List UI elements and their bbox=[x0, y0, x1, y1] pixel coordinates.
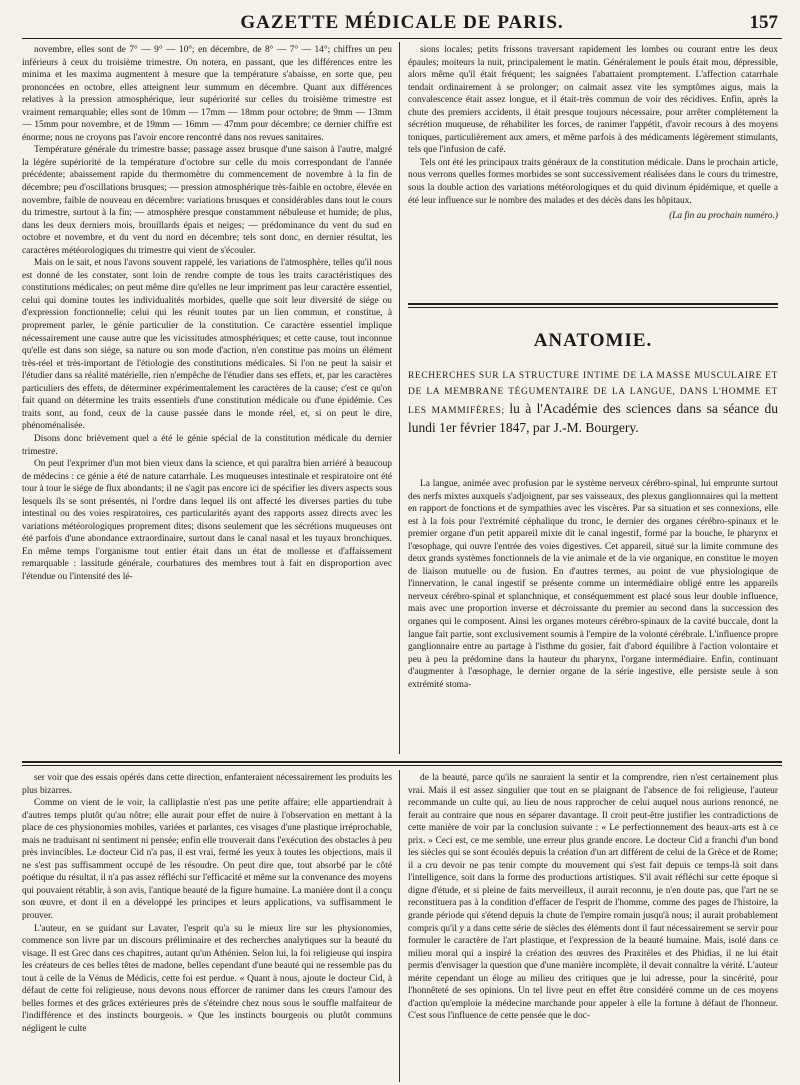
feuilleton-rule bbox=[22, 761, 782, 763]
column-divider bbox=[399, 770, 400, 1082]
paragraph: Disons donc brièvement quel a été le génie spécial de la constitution médicale du dernier trimestre. bbox=[22, 433, 392, 457]
feuilleton-rule bbox=[22, 765, 782, 766]
page-header bbox=[22, 12, 782, 40]
section-heading: ANATOMIE. bbox=[533, 330, 653, 351]
paragraph: Température générale du trimestre basse; passage assez brusque d'une saison à l'autre, malgré la légère supériorité de la température d'octobre sur celle du mois correspondant de l'année précédente; abaissement rapide du thermomètre du commencement de novembre à la fin de décembre; peu d'oscillations brusques; — pression atmosphérique très-faible en octobre, élevée en novembre, faible de nouveau en décembre: variations brusques et considérables dans tout le cours du trimestre, surtout à la fin; — atmosphère presque constamment nébuleuse et humide; de plus, dans les deux derniers mois, brouillards épais et neiges; — prédominance du vent du sud en octobre et novembre, et du vent du nord en décembre; tels sont donc, en dernier résultat, les caractères météorologiques du trimestre qui vient de s'écouler. bbox=[22, 145, 392, 256]
article-title-rest: lu à l'Académie des sciences dans sa séance du lundi 1er février 1847, par J.-M. Bourgery. bbox=[408, 401, 779, 435]
paragraph: Mais on le sait, et nous l'avons souvent rappelé, les variations de l'atmosphère, telles qu'il nous est donné de les constater, sont loin de rendre compte de tous les traits caractéristiques des constitutions médicales; on peut même dire qu'elles ne leur impriment pas leur caractère essentiel, celui qui domine toutes les individualités morbides, quelle que soit leur diversité de siége ou d'expression fonctionnelle; celui qui les réunit toutes par un lien commun, et constitue, à proprement parler, le génie particulier de la constitution. Ce caractère essentiel implique nécessairement une cause autre que les vicissitudes atmosphériques; et cette cause, tout inconnue qu'elle est dans son siége, sa nature ou son mode d'action, n'en constitue pas moins un élément très-réel et très-important de l'étiologie des constitutions médicales. Si l'on ne peut la saisir et l'étudier dans sa réalité matérielle, rien n'empêche de l'étudier dans ses effets, et, par les caractères particuliers des effets, de déterminer expérimentalement les caractères de la cause; c'est ce qu'on fait quand on détermine les traits essentiels d'une constitution médicale ou d'une épidémie. Ces traits sont, au fond, ceux de la cause passée dans le monde réel, et, si on peut le dire, phénoménalisée. bbox=[22, 258, 392, 432]
paragraph: On peut l'exprimer d'un mot bien vieux dans la science, et qui paraîtra bien arriéré à beaucoup de médecins : ce génie a été de nature catarrhale. Les muqueuses intestinale et respiratoire ont été tour à tour le siége de flux abondants; il ne s'agit pas encore ici de spécifier les divers aspects sous lesquels ils se sont présentés, ni l'ordre dans lequel ils ont affecté les diverses parties du tube intestinal ou des voies respiratoires, ces particularités ayant des rapports assez directs avec les variations météorologiques proprement dites; disons seulement que les sécrétions muqueuses ont été parfois d'une abondance extraordinaire, surtout dans le canal nasal et les tuyaux bronchiques. En même temps l'organisme tout entier était dans un état de mollesse et d'affaissement remarquable : lassitude générale, courbatures des membres tout à fait en disproportion avec l'étendue ou l'intensité des lé- bbox=[22, 459, 392, 582]
right-column-top bbox=[408, 44, 778, 290]
running-title: GAZETTE MÉDICALE DE PARIS. bbox=[240, 12, 564, 33]
continued-note: (La fin au prochain numéro.) bbox=[669, 211, 778, 222]
left-column bbox=[22, 44, 392, 752]
paragraph: Comme on vient de le voir, la calliplastie n'est pas une petite affaire; elle appartiendrait à d'autres temps plutôt qu'au nôtre; elle aurait pour effet de nuire à l'observation en mettant à la place de ces physionomies mobiles, variées et parlantes, ces visages d'une plastique irréprochable, mais ne traduisant ni sentiment ni pensée; enfin elle trouverait dans l'exécution des obstacles à peu près invincibles. Le docteur Cid n'a pas, il est vrai, fermé les yeux à toutes les objections, mais il ne s'est pas suffisamment occupé de les résoudre. On peut dire que, tout absorbé par le côté poétique du résultat, il n'a pas assez réfléchi sur l'efficacité et même sur la convenance des moyens qui pouvaient rétablir, à son avis, l'antique beauté de la figure humaine. La manière dont il a conçu son œuvre, et dont il en a développé les principes et leurs applications, va suffisamment le prouver. bbox=[22, 798, 392, 922]
bottom-left-column bbox=[22, 772, 392, 1080]
page-number: 157 bbox=[749, 12, 778, 33]
header-rule bbox=[22, 38, 782, 39]
right-column-middle bbox=[408, 478, 778, 754]
column-divider bbox=[399, 42, 400, 754]
bottom-right-column bbox=[408, 772, 778, 1080]
paragraph: La langue, animée avec profusion par le système nerveux cérébro-spinal, lui emprunte surtout des nerfs mixtes auxquels s'adjoignent, par ses vaisseaux, des plexus ganglionnaires qui la mettent en rapport de fonctions et de sympathies avec les viscères. Par sa situation et ses connexions, elle est à la fois pour l'extrémité céphalique du tronc, le dernier des organes cérébro-spinaux et le premier organe d'un petit appareil mixte dit le canal ingestif, formé par la bouche, le pharynx et l'œsophage, qui ouvre l'entrée des voies digestives. Cet appareil, situé sur la limite commune des deux grands systèmes fonctionnels de la vie animale et de la vie organique, en constitue le moyen de liaison mutuelle ou de fusion. En d'autres termes, au point de vue physiologique de l'innervation, le canal ingestif se présente comme un intermédiaire obligé entre les appareils nerveux cérébro-spinal et splanchnique, et conséquemment est placé sous leur double influence, mais avec une proportion inverse et décroissante du premier au second dans la succession des organes qui le composent. Ainsi les organes moteurs cérébro-spinaux de la cavité buccale, dont la langue fait partie, sont exclusivement soumis à l'empire de la volonté cérébrale. L'influence propre ganglionnaire entre au partage à l'isthme du gosier, fait d'abord équilibre à l'action volontaire et peu à peu la prédomine dans la hauteur du pharynx, l'organe intermédiaire. Enfin, continuant d'augmenter à l'œsophage, le dernier organe de la série ingestive, elle persiste seule à son extrémité stoma- bbox=[408, 479, 778, 690]
paragraph: de la beauté, parce qu'ils ne sauraient la sentir et la comprendre, rien n'est certainement plus vrai. Mais il est assez singulier que tout en se plaignant de l'absence de foi religieuse, l'auteur recommande un culte qui, au lieu de nous rapprocher de celui auquel nous aurions renoncé, ne ferait au contraire que nous en séparer davantage. Il croit peut-être justifier les contradictions de cette manière de voir par la conclusion suivante : « Le perfectionnement des beaux-arts est à ce prix. » Ceci est, ce me semble, une erreur plus grande encore. Le docteur Cid a franchi d'un bond les siècles qui se sont écoulés depuis la création d'un art différent de celui de la Grèce et de Rome; il a cru devoir ne pas tenir compte du mouvement qui s'est fait depuis ce temps-là soit dans l'intelligence, soit dans la forme des productions artistiques. S'il avait réfléchi sur cette époque si digne d'étude, et si pleine de faits merveilleux, il aurait reconnu, je n'en doute pas, que l'art ne se reconstituera pas à la condition d'effacer de l'esprit de l'homme, comme des pages de l'histoire, la grande période qui s'étend depuis la chute de l'empire romain jusqu'à nous; il aurait probablement compris qu'il y a dans cette série de siècles des éléments dont il faut nécessairement se servir pour formuler le caractère de l'art plastique, et l'expression de la beauté humaine. Mais, isolé dans ce milieu moral qui a inspiré la création des œuvres des Praxitèles et des Phidias, il ne lui était permis d'envisager la question que d'une manière incomplète, il devait connaître la vérité. L'auteur mérite cependant un éloge au milieu des critiques que je lui adresse, pour la sincérité, pour l'honnêteté de ses opinions. Un tel livre peut en effet être considéré comme un de ces moyens d'action qu'emploie la médecine marchande pour appeler à elle la fortune à défaut de l'honneur. C'est sous l'influence de cette pensée que le doc- bbox=[408, 773, 778, 1022]
paragraph: L'auteur, en se guidant sur Lavater, l'esprit qu'a su le mieux lire sur les physionomies, commence son livre par un discours préliminaire et des recherches analytiques sur la beauté du visage. Il est Grec dans ces chapitres, autant qu'un Athénien. Selon lui, la foi religieuse qui inspira les créateurs de ces belles têtes de madone, belles cependant d'une beauté qui ne ressemble pas du tout à celle de la Vénus de Médicis, cette foi est perdue. « Quant à nous, ajoute le docteur Cid, à défaut de cette foi religieuse, nous devons nous efforcer de ranimer dans les cœurs l'amour des belles formes et des grâces extérieures près de s'éteindre chez nous sous le souffle malfaiteur de l'indifférence et des instincts bourgeois. » Que les instincts bourgeois ou plutôt communs négligent le culte bbox=[22, 923, 392, 1034]
article-title bbox=[408, 368, 778, 437]
section-rule bbox=[408, 307, 778, 308]
paragraph: ser voir que des essais opérés dans cette direction, enfanteraient nécessairement les produits les plus bizarres. bbox=[22, 773, 392, 796]
paragraph: novembre, elles sont de 7° — 9° — 10°; en décembre, de 8° — 7° — 14°; chiffres un peu inférieurs à ceux du troisième trimestre. On notera, en passant, que les différences entre les minima et les maxima augmentent à mesure que la température s'abaisse, en sorte que, peu prononcées en octobre, elles atteignent leur summum en décembre. Quant aux différences relatives à la pression atmosphérique, leur supériorité sur celles du troisième trimestre est vraiment remarquable; elles sont de 10mm — 17mm — 18mm pour octobre; de 9mm — 13mm — 15mm pour novembre, et de 19mm — 16mm — 47mm pour décembre; ce dernier chiffre est énorme; nous ne croyons pas l'avoir encore rencontré dans nos revues sanitaires. bbox=[22, 45, 392, 143]
paragraph: Tels ont été les principaux traits généraux de la constitution médicale. Dans le prochain article, nous verrons quelles formes morbides se sont successivement réalisées dans le cours du trimestre, sous la double action des variations météorologiques et du quid divinum épidémique, et quelle a été leur influence sur le nombre des malades et des décès dans les hôpitaux. bbox=[408, 157, 778, 206]
paragraph: sions locales; petits frissons traversant rapidement les lombes ou courant entre les deux épaules; moiteurs la nuit, principalement le matin. Généralement le pouls était mou, dépressible, alors même qu'il était fréquent; les saignées l'abattaient promptement. L'affection catarrhale tendait ordinairement à se prolonger; on calmait assez vite les symptômes aigus, mais la convalescence était assez longue, et il était-très commun de voir des récidives. Enfin, après la chute des premiers accidents, il était presque toujours nécessaire, pour arrêter complétement la sécrétion muqueuse, de réhabiliter les forces, de ranimer l'appétit, d'avoir recours à des moyens toniques, particulièrement aux amers, et même parfois à des médicaments légèrement stimulants, tels que l'infusion de café. bbox=[408, 45, 778, 156]
section-rule bbox=[408, 303, 778, 305]
article-title-caps: RECHERCHES SUR LA STRUCTURE INTIME DE LA MASSE MUSCULAIRE ET DE LA MEMBRANE TÉGUMENTAIRE DE LA LANGUE, DANS L'HOMME ET LES MAMMIFÈRES; bbox=[408, 371, 778, 416]
